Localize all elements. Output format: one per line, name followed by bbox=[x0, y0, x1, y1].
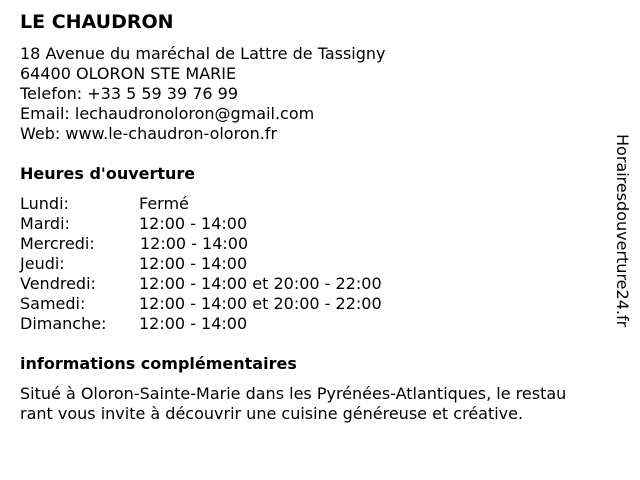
hours-time-value: 12:00 - 14:00 bbox=[139, 214, 248, 233]
hours-time-value: 12:00 - 14:00 et 20:00 - 22:00 bbox=[139, 274, 382, 293]
address-line-street: 18 Avenue du maréchal de Lattre de Tassigny bbox=[20, 44, 386, 63]
phone-line: Telefon: +33 5 59 39 76 99 bbox=[20, 84, 239, 103]
additional-info-line: rant vous invite à découvrir une cuisine généreuse et créative. bbox=[20, 404, 524, 423]
hours-day-label: Mercredi: bbox=[20, 234, 95, 253]
hours-day-label: Jeudi: bbox=[20, 254, 65, 273]
web-line: Web: www.le-chaudron-oloron.fr bbox=[20, 124, 278, 143]
hours-time-value: 12:00 - 14:00 bbox=[139, 254, 248, 273]
restaurant-name: LE CHAUDRON bbox=[20, 11, 174, 33]
address-line-city: 64400 OLORON STE MARIE bbox=[20, 64, 237, 83]
contact-block bbox=[20, 44, 386, 144]
hours-day-label: Vendredi: bbox=[20, 274, 96, 293]
hours-time-value: 12:00 - 14:00 bbox=[139, 314, 248, 333]
additional-info-line: Situé à Oloron-Sainte-Marie dans les Pyrénées-Atlantiques, le restau bbox=[20, 384, 567, 403]
hours-time-value: Fermé bbox=[139, 194, 189, 213]
additional-info-text bbox=[20, 384, 566, 424]
hours-day-label: Dimanche: bbox=[20, 314, 107, 333]
hours-day-label: Mardi: bbox=[20, 214, 70, 233]
additional-info-heading: informations complémentaires bbox=[20, 354, 297, 373]
hours-time-value: 12:00 - 14:00 et 20:00 - 22:00 bbox=[139, 294, 382, 313]
hours-time-value: 12:00 - 14:00 bbox=[140, 234, 249, 253]
email-line: Email: lechaudronoloron@gmail.com bbox=[20, 104, 315, 123]
opening-hours-heading: Heures d'ouverture bbox=[20, 164, 196, 183]
hours-day-label: Samedi: bbox=[20, 294, 86, 313]
site-watermark: Horairesdouverture24.fr bbox=[613, 134, 632, 328]
hours-day-label: Lundi: bbox=[20, 194, 69, 213]
